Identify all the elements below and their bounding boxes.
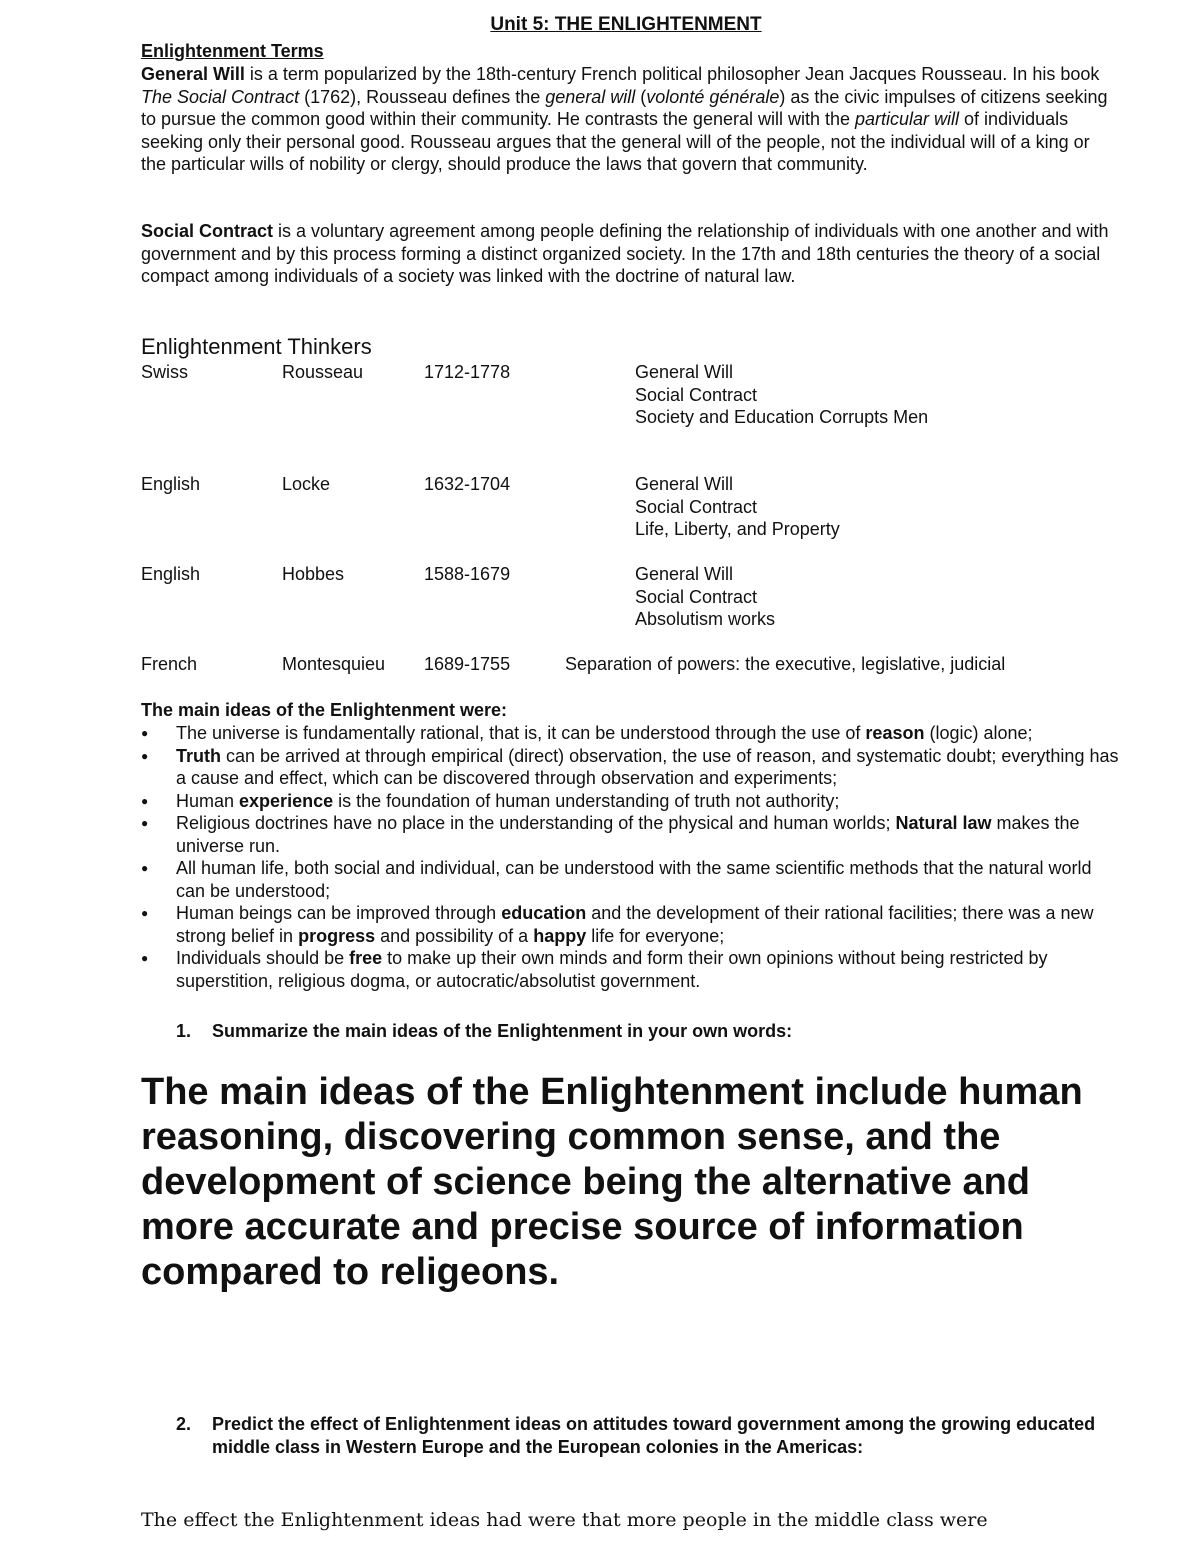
- social-contract-term: Social Contract: [141, 221, 274, 241]
- list-item: ● Truth can be arrived at through empirical (direct) observation, the use of reason, and systematic doubt; everything has a cause and effect, which can be discovered through observation and experiments;: [141, 745, 1121, 790]
- thinker-idea: General Will: [635, 564, 734, 584]
- page-title: Unit 5: THE ENLIGHTENMENT: [490, 14, 762, 35]
- general-will-text-4: ) as the civic impulses of citizens seeking to pursue the common good within their community. He contrasts the general will with the: [141, 86, 1108, 129]
- general-will-text-1: is a term popularized by the 18th-century French political philosopher Jean Jacques Rousseau. In his book: [244, 64, 1100, 84]
- book-title: The Social Contract: [141, 86, 300, 107]
- question-text: Predict the effect of Enlightenment ideas on attitudes toward government among the growing educated middle class in Western Europe and the European colonies in the Americas:: [212, 1414, 1096, 1457]
- thinker-nationality: Swiss: [141, 362, 189, 382]
- thinker-idea: Separation of powers: the executive, legislative, judicial: [565, 654, 1006, 674]
- thinker-idea: Social Contract: [635, 384, 758, 405]
- social-contract-paragraph: [141, 220, 1116, 288]
- particular-will: particular will: [855, 109, 960, 129]
- thinker-nationality: English: [141, 564, 201, 584]
- list-item: ● The universe is fundamentally rational, that is, it can be understood through the use of reason (logic) alone;: [141, 722, 1121, 745]
- thinker-name: Rousseau: [282, 362, 364, 382]
- list-item: ● Human experience is the foundation of human understanding of truth not authority;: [141, 790, 1121, 813]
- general-will-italic: general will: [545, 86, 636, 107]
- general-will-paragraph: [141, 63, 1116, 176]
- thinker-nationality: English: [141, 474, 201, 494]
- thinker-name: Montesquieu: [282, 654, 386, 674]
- thinker-years: 1632-1704: [424, 474, 511, 494]
- answer-2: The effect the Enlightenment ideas had were that more people in the middle class were: [141, 1509, 988, 1531]
- general-will-text-5: of individuals seeking only their personal good. Rousseau argues that the general will of the people, not the individual will of a king or the particular wills of nobility or clergy, should produce the laws that govern that community.: [141, 109, 1090, 174]
- main-ideas-list: [141, 722, 1121, 992]
- thinker-name: Locke: [282, 474, 331, 494]
- question-1: [176, 1020, 1106, 1043]
- thinkers-heading: Enlightenment Thinkers: [141, 334, 372, 359]
- thinker-ideas: [635, 563, 775, 631]
- thinker-ideas: [635, 361, 928, 429]
- thinker-idea: Social Contract: [635, 586, 758, 607]
- thinker-ideas: [635, 473, 840, 541]
- list-item: ● Religious doctrines have no place in the understanding of the physical and human worlds; Natural law makes the universe run.: [141, 812, 1121, 857]
- thinker-idea: General Will: [635, 474, 734, 494]
- question-number: 1.: [176, 1021, 192, 1041]
- answer-1: The main ideas of the Enlightenment include human reasoning, discovering common sense, and the development of science being the alternative and more accurate and precise source of information compared to religeons.: [141, 1071, 1083, 1293]
- thinker-years: 1712-1778: [424, 362, 511, 382]
- thinker-nationality: French: [141, 654, 198, 674]
- social-contract-text: is a voluntary agreement among people defining the relationship of individuals with one another and with government and by this process forming a distinct organized society. In the 17th and 18th centuries the theory of a social compact among individuals of a society was linked with the doctrine of natural law.: [141, 221, 1109, 286]
- volonte-generale: volonté générale: [646, 86, 780, 107]
- list-item: ● All human life, both social and individual, can be understood with the same scientific methods that the natural world can be understood;: [141, 857, 1121, 902]
- thinker-idea: Life, Liberty, and Property: [635, 519, 840, 539]
- thinker-idea: Social Contract: [635, 496, 758, 517]
- general-will-text-2: (1762), Rousseau defines the: [299, 86, 546, 107]
- list-item: ● Human beings can be improved through education and the development of their rational facilities; there was a new strong belief in progress and possibility of a happy life for everyone;: [141, 902, 1121, 947]
- thinker-idea: Society and Education Corrupts Men: [635, 407, 929, 427]
- thinker-idea: General Will: [635, 362, 734, 382]
- list-item: ● Individuals should be free to make up their own minds and form their own opinions without being restricted by superstition, religious dogma, or autocratic/absolutist government.: [141, 947, 1121, 992]
- main-ideas-heading: The main ideas of the Enlightenment were:: [141, 700, 508, 720]
- question-number: 2.: [176, 1414, 192, 1434]
- question-2: [176, 1413, 1106, 1458]
- terms-heading: Enlightenment Terms: [141, 41, 324, 61]
- question-text: Summarize the main ideas of the Enlightenment in your own words:: [212, 1021, 793, 1041]
- thinker-name: Hobbes: [282, 564, 345, 584]
- thinker-years: 1689-1755: [424, 654, 511, 674]
- thinker-years: 1588-1679: [424, 564, 511, 584]
- general-will-text-3: (: [635, 86, 647, 107]
- general-will-term: General Will: [141, 64, 245, 84]
- thinker-idea: Absolutism works: [635, 609, 776, 629]
